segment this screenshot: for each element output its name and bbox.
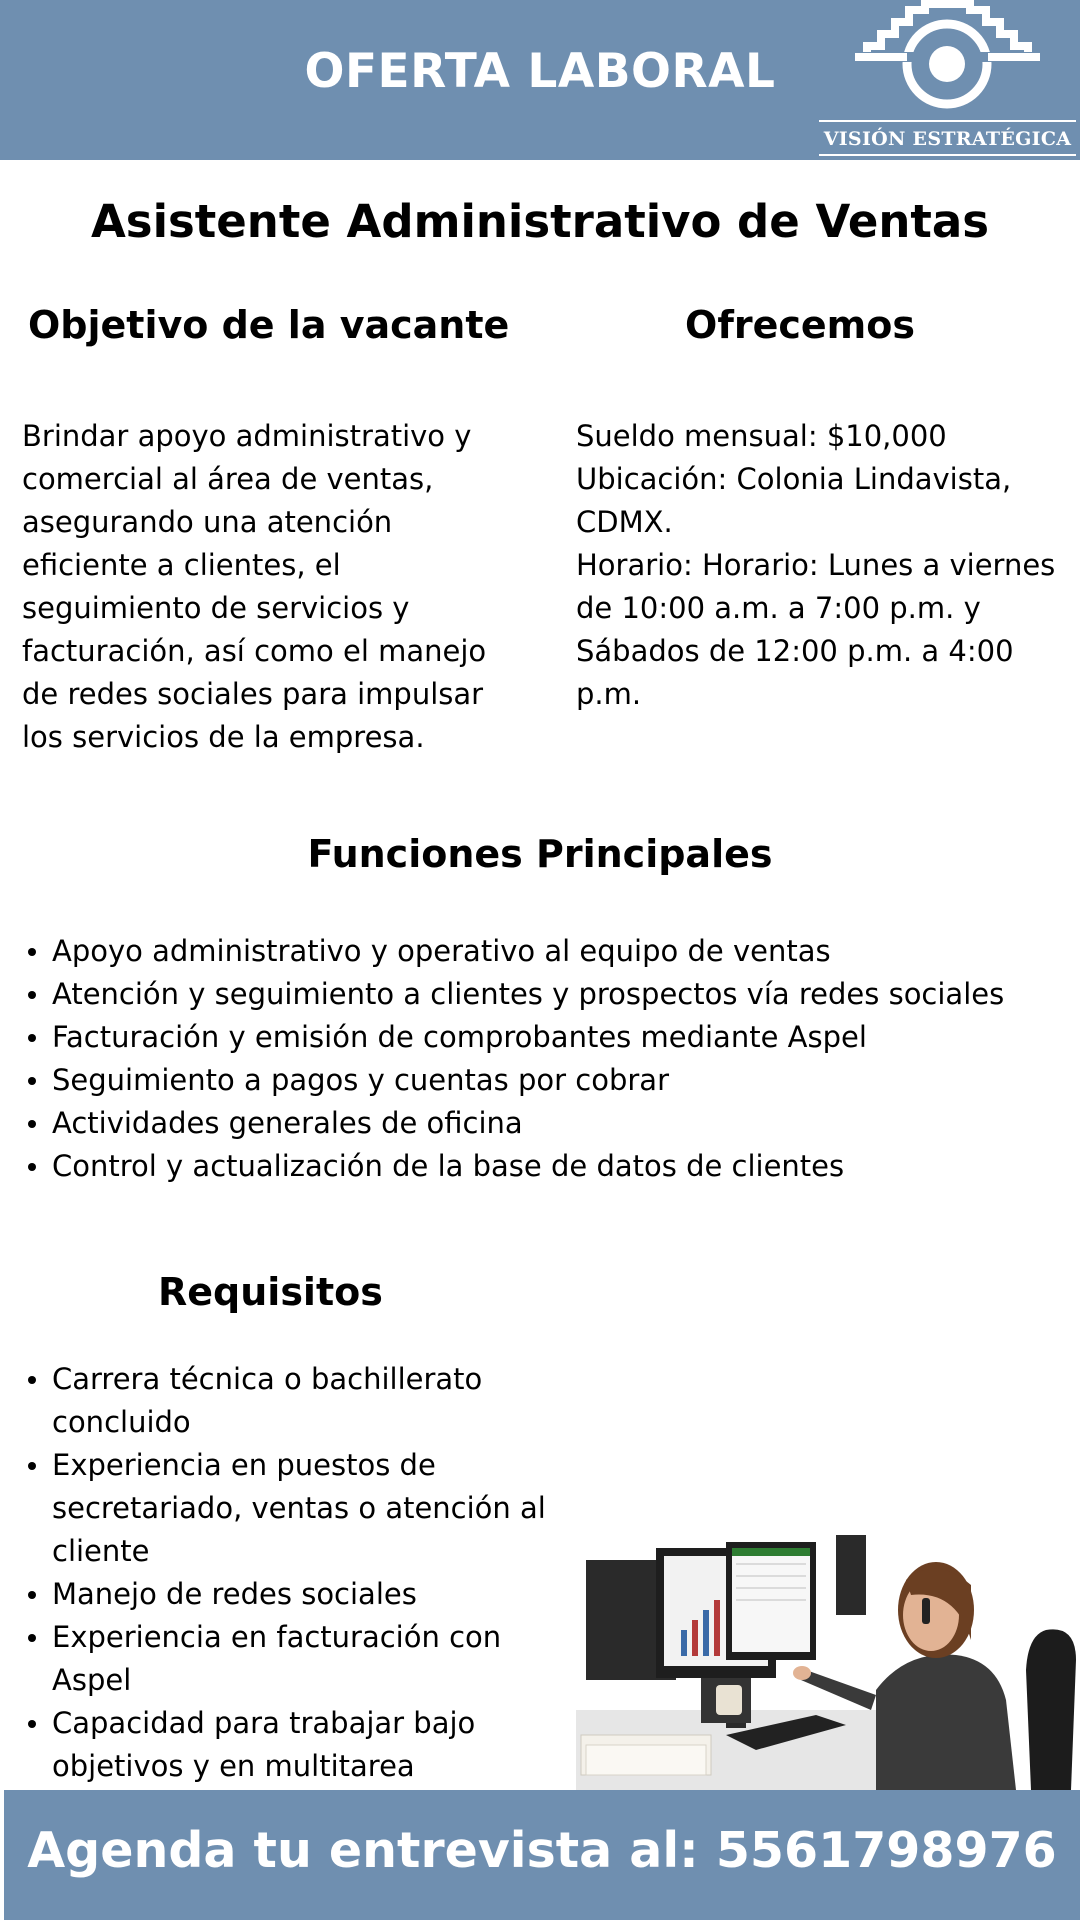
ofrecemos-schedule: Horario: Horario: Lunes a viernes de 10:00 a.m. a 7:00 p.m. y Sábados de 12:00 p.m. a 4:00 p.m. xyxy=(576,548,1056,711)
objetivo-text: Brindar apoyo administrativo y comercial al área de ventas, asegurando una atención eficiente a clientes, el seguimiento de servicios y facturación, así como el manejo de redes sociales para impulsar los servicios de la empresa. xyxy=(22,419,487,754)
ofrecemos-salary: Sueldo mensual: $10,000 xyxy=(576,419,947,453)
list-item: Manejo de redes sociales xyxy=(22,1573,562,1616)
list-item: Control y actualización de la base de datos de clientes xyxy=(22,1145,1062,1188)
job-title: Asistente Administrativo de Ventas xyxy=(90,195,990,248)
logo-text: VISIÓN ESTRATÉGICA xyxy=(823,128,1072,150)
list-item: Experiencia en puestos de secretariado, ventas o atención al cliente xyxy=(22,1444,562,1573)
funciones-list xyxy=(22,930,1062,1188)
list-item: Apoyo administrativo y operativo al equipo de ventas xyxy=(22,930,1062,973)
funciones-heading: Funciones Principales xyxy=(307,832,773,876)
logo-divider xyxy=(819,120,1076,122)
list-item: Facturación y emisión de comprobantes mediante Aspel xyxy=(22,1016,1062,1059)
list-item: Atención y seguimiento a clientes y prospectos vía redes sociales xyxy=(22,973,1062,1016)
ofrecemos-heading: Ofrecemos xyxy=(685,303,915,347)
page-title: OFERTA LABORAL xyxy=(304,44,776,99)
list-item: Carrera técnica o bachillerato concluido xyxy=(22,1358,562,1444)
logo-emblem-icon xyxy=(815,0,1080,120)
logo-underline xyxy=(819,154,1076,156)
office-photo xyxy=(576,1520,1080,1790)
objetivo-heading: Objetivo de la vacante xyxy=(28,303,510,347)
ofrecemos-location: Ubicación: Colonia Lindavista, CDMX. xyxy=(576,462,1012,539)
requisitos-heading: Requisitos xyxy=(158,1270,383,1314)
contact-cta: Agenda tu entrevista al: 5561798976 xyxy=(27,1822,1057,1879)
footer-banner xyxy=(4,1790,1080,1920)
list-item: Experiencia en facturación con Aspel xyxy=(22,1616,562,1702)
list-item: Capacidad para trabajar bajo objetivos y en multitarea xyxy=(22,1702,562,1788)
office-worker-illustration-icon xyxy=(576,1520,1080,1790)
header-banner xyxy=(0,0,1080,160)
list-item: Seguimiento a pagos y cuentas por cobrar xyxy=(22,1059,1062,1102)
list-item: Actividades generales de oficina xyxy=(22,1102,1062,1145)
ofrecemos-block xyxy=(576,415,1076,716)
requisitos-list xyxy=(22,1358,562,1788)
company-logo xyxy=(815,0,1080,160)
